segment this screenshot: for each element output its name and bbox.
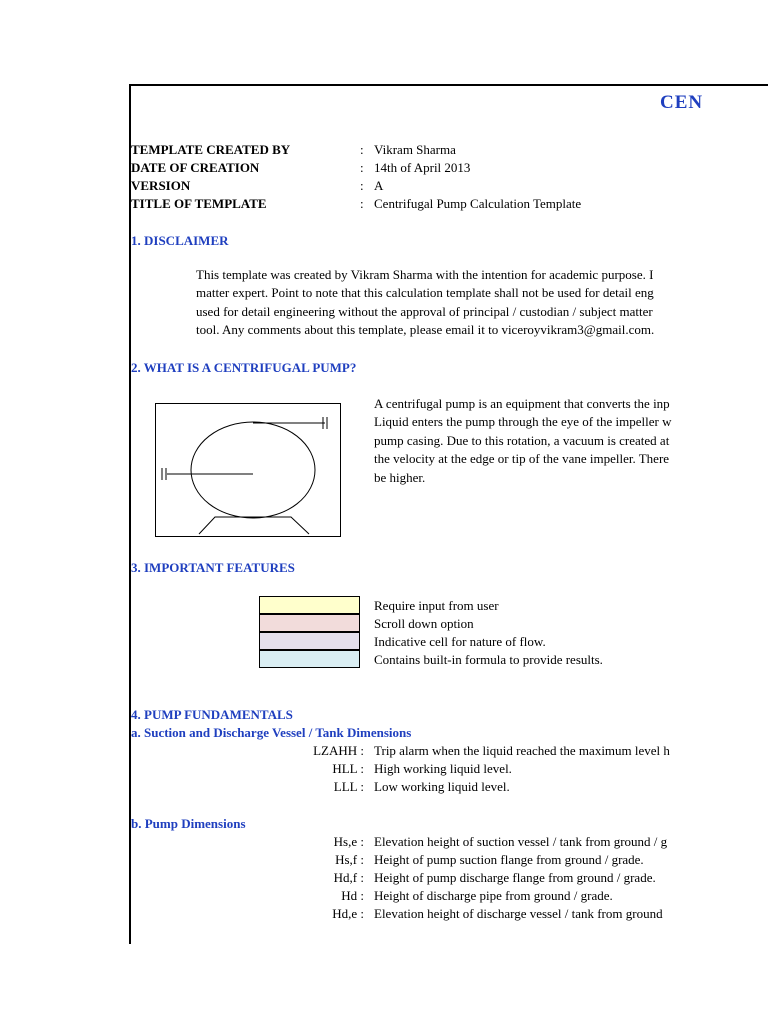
legend-swatch-formula <box>259 650 360 668</box>
description-line: pump casing. Due to this rotation, a vacuum is created at <box>374 432 670 448</box>
section-heading-disclaimer: 1. DISCLAIMER <box>131 233 229 248</box>
disclaimer-line: matter expert. Point to note that this calculation template shall not be used for detail eng <box>196 285 654 301</box>
disclaimer-line: tool. Any comments about this template, please email it to viceroyvikram3@gmail.com. <box>196 322 655 338</box>
disclaimer-line: This template was created by Vikram Sharma with the intention for academic purpose. I <box>196 267 654 282</box>
section-heading-centrifugal-pump: 2. WHAT IS A CENTRIFUGAL PUMP? <box>131 360 357 375</box>
description-line: Liquid enters the pump through the eye of the impeller w <box>374 414 672 430</box>
definition-hd: Height of discharge pipe from ground / grade. <box>374 888 613 903</box>
description-line: be higher. <box>374 469 426 485</box>
symbol-hs-e: Hs,e : <box>333 834 364 849</box>
legend-swatch-input <box>259 596 360 614</box>
disclaimer-paragraph <box>196 266 698 340</box>
description-line: the velocity at the edge or tip of the vane impeller. There <box>374 451 670 467</box>
symbol-hd-f: Hd,f : <box>333 870 364 885</box>
symbol-lll: LLL : <box>333 779 364 794</box>
info-value-date: 14th of April 2013 <box>374 160 471 175</box>
legend-label-input: Require input from user <box>374 598 499 613</box>
info-sep: : <box>360 178 364 193</box>
section-heading-important-features: 3. IMPORTANT FEATURES <box>131 560 295 575</box>
symbol-hll: HLL : <box>332 761 364 776</box>
info-value-title: Centrifugal Pump Calculation Template <box>374 196 582 211</box>
info-label-version: VERSION <box>131 178 191 193</box>
legend-swatch-flow <box>259 632 360 650</box>
definition-hll: High working liquid level. <box>374 761 512 776</box>
definition-hs-f: Height of pump suction flange from ground / grade. <box>374 852 644 867</box>
description-line: A centrifugal pump is an equipment that converts the inp <box>374 396 670 411</box>
subheading-vessel-dimensions: a. Suction and Discharge Vessel / Tank Dimensions <box>131 725 412 740</box>
symbol-hs-f: Hs,f : <box>335 852 364 867</box>
definition-lzahh: Trip alarm when the liquid reached the maximum level h <box>374 743 670 758</box>
info-value-created-by: Vikram Sharma <box>374 142 456 157</box>
symbol-lzahh: LZAHH : <box>313 743 364 758</box>
legend-label-scroll: Scroll down option <box>374 616 474 631</box>
info-label-created-by: TEMPLATE CREATED BY <box>131 142 291 157</box>
symbol-hd-e: Hd,e : <box>332 906 364 921</box>
legend-label-flow: Indicative cell for nature of flow. <box>374 634 546 649</box>
info-label-date: DATE OF CREATION <box>131 160 260 175</box>
top-border-line <box>129 84 768 86</box>
pump-diagram <box>155 403 341 537</box>
section-heading-pump-fundamentals: 4. PUMP FUNDAMENTALS <box>131 707 293 722</box>
info-sep: : <box>360 160 364 175</box>
legend-label-formula: Contains built-in formula to provide results. <box>374 652 603 667</box>
definition-lll: Low working liquid level. <box>374 779 510 794</box>
definition-hd-f: Height of pump discharge flange from ground / grade. <box>374 870 656 885</box>
page-title: CEN <box>660 92 704 113</box>
info-value-version: A <box>374 178 384 193</box>
info-label-title: TITLE OF TEMPLATE <box>131 196 267 211</box>
symbol-hd: Hd : <box>341 888 364 903</box>
centrifugal-pump-description <box>374 395 698 487</box>
disclaimer-line: used for detail engineering without the approval of principal / custodian / subject matter <box>196 303 653 319</box>
definition-hs-e: Elevation height of suction vessel / tank from ground / g <box>374 834 668 849</box>
subheading-pump-dimensions: b. Pump Dimensions <box>131 816 246 831</box>
info-sep: : <box>360 196 364 211</box>
legend-swatch-scroll <box>259 614 360 632</box>
definition-hd-e: Elevation height of discharge vessel / tank from ground <box>374 906 663 921</box>
info-sep: : <box>360 142 364 157</box>
